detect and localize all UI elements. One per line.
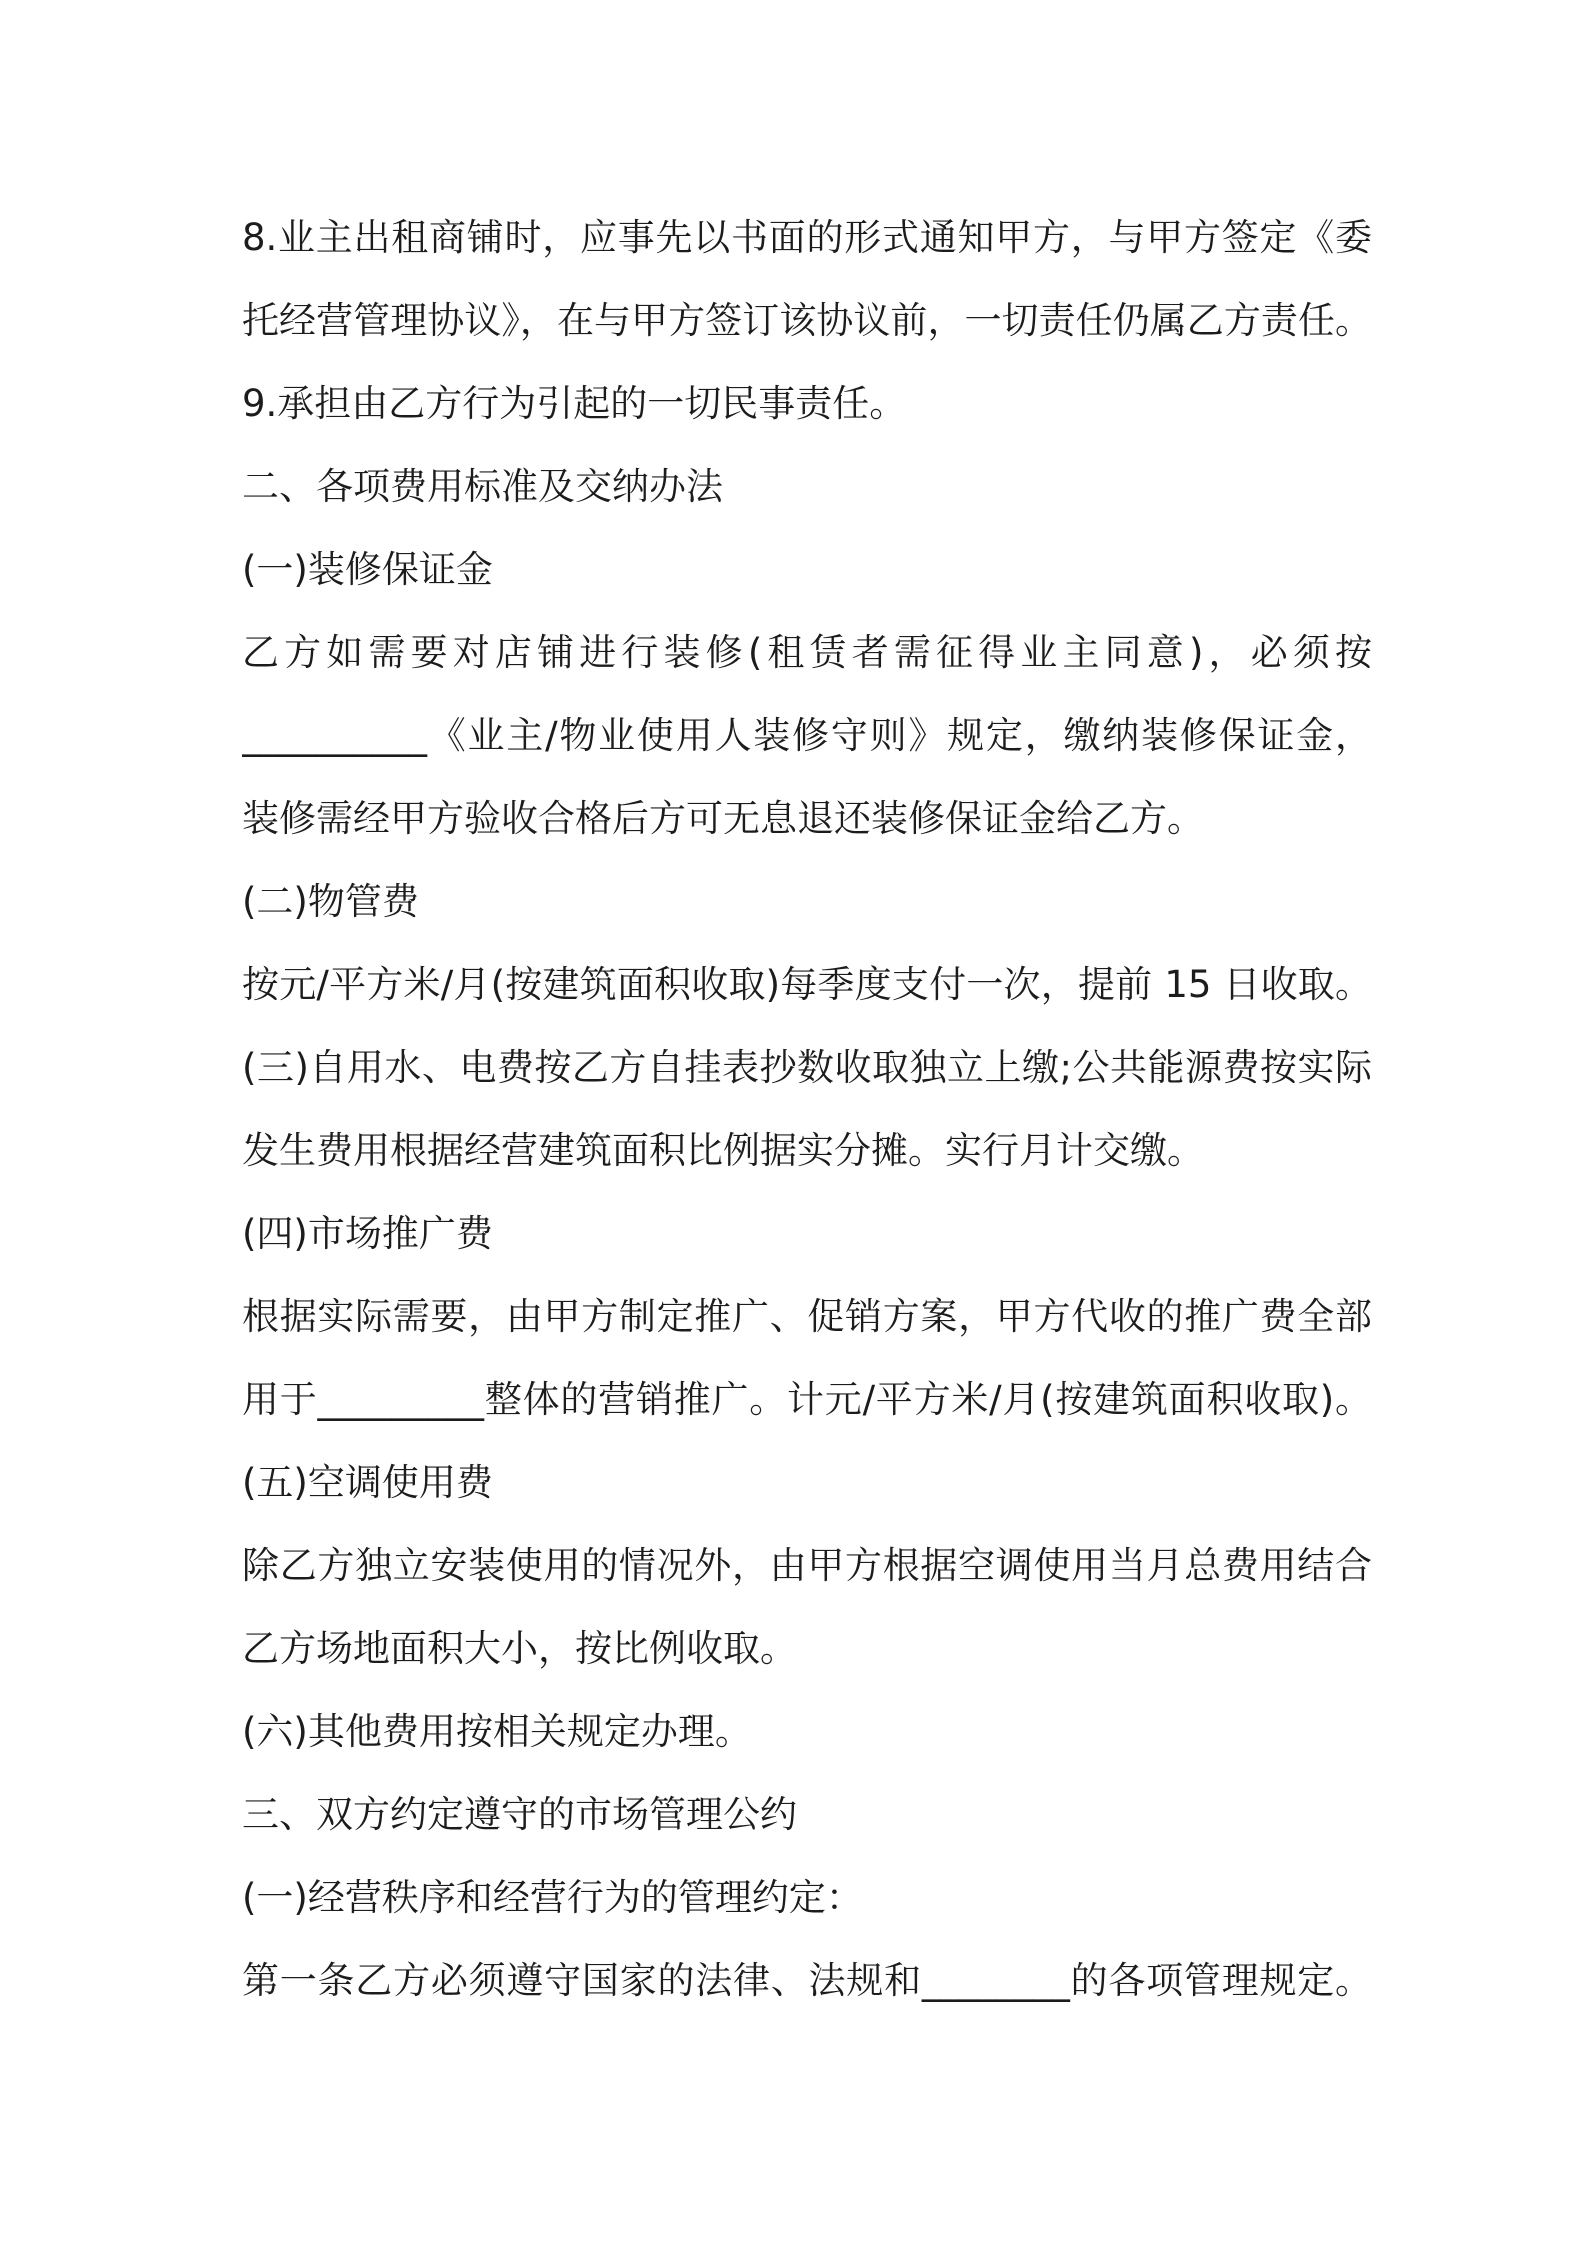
subsection-heading: (六)其他费用按相关规定办理。 — [242, 1710, 752, 1753]
text-line: 乙方场地面积大小，按比例收取。 — [242, 1627, 797, 1670]
text-line: (三)自用水、电费按乙方自挂表抄数收取独立上缴;公共能源费按实际 — [242, 1046, 1372, 1089]
subsection-heading: (一)装修保证金 — [242, 548, 493, 591]
text-line: 9.承担由乙方行为引起的一切民事责任。 — [242, 382, 907, 425]
text-line: 装修需经甲方验收合格后方可无息退还装修保证金给乙方。 — [242, 797, 1204, 840]
text-line: 托经营管理协议》，在与甲方签订该协议前，一切责任仍属乙方责任。 — [242, 299, 1372, 342]
text-line: 按元/平方米/月(按建筑面积收取)每季度支付一次，提前 15 日收取。 — [242, 963, 1372, 1006]
text-line: 除乙方独立安装使用的情况外，由甲方根据空调使用当月总费用结合 — [242, 1544, 1372, 1587]
document-body — [242, 196, 1372, 2022]
subsection-heading: (一)经营秩序和经营行为的管理约定： — [242, 1876, 863, 1919]
text-line: 8.业主出租商铺时，应事先以书面的形式通知甲方，与甲方签定《委 — [242, 216, 1372, 259]
section-heading: 二、各项费用标准及交纳办法 — [242, 465, 723, 508]
text-line: 第一条乙方必须遵守国家的法律、法规和________的各项管理规定。 — [242, 1959, 1372, 2002]
text-line: 根据实际需要，由甲方制定推广、促销方案，甲方代收的推广费全部 — [242, 1295, 1372, 1338]
section-heading: 三、双方约定遵守的市场管理公约 — [242, 1793, 797, 1836]
text-line: 用于_________整体的营销推广。计元/平方米/月(按建筑面积收取)。 — [242, 1378, 1372, 1421]
subsection-heading: (二)物管费 — [242, 880, 419, 923]
subsection-heading: (四)市场推广费 — [242, 1212, 493, 1255]
subsection-heading: (五)空调使用费 — [242, 1461, 493, 1504]
text-line: __________《业主/物业使用人装修守则》规定，缴纳装修保证金， — [242, 714, 1372, 757]
text-line: 乙方如需要对店铺进行装修(租赁者需征得业主同意)，必须按 — [242, 631, 1372, 674]
text-line: 发生费用根据经营建筑面积比例据实分摊。实行月计交缴。 — [242, 1129, 1204, 1172]
